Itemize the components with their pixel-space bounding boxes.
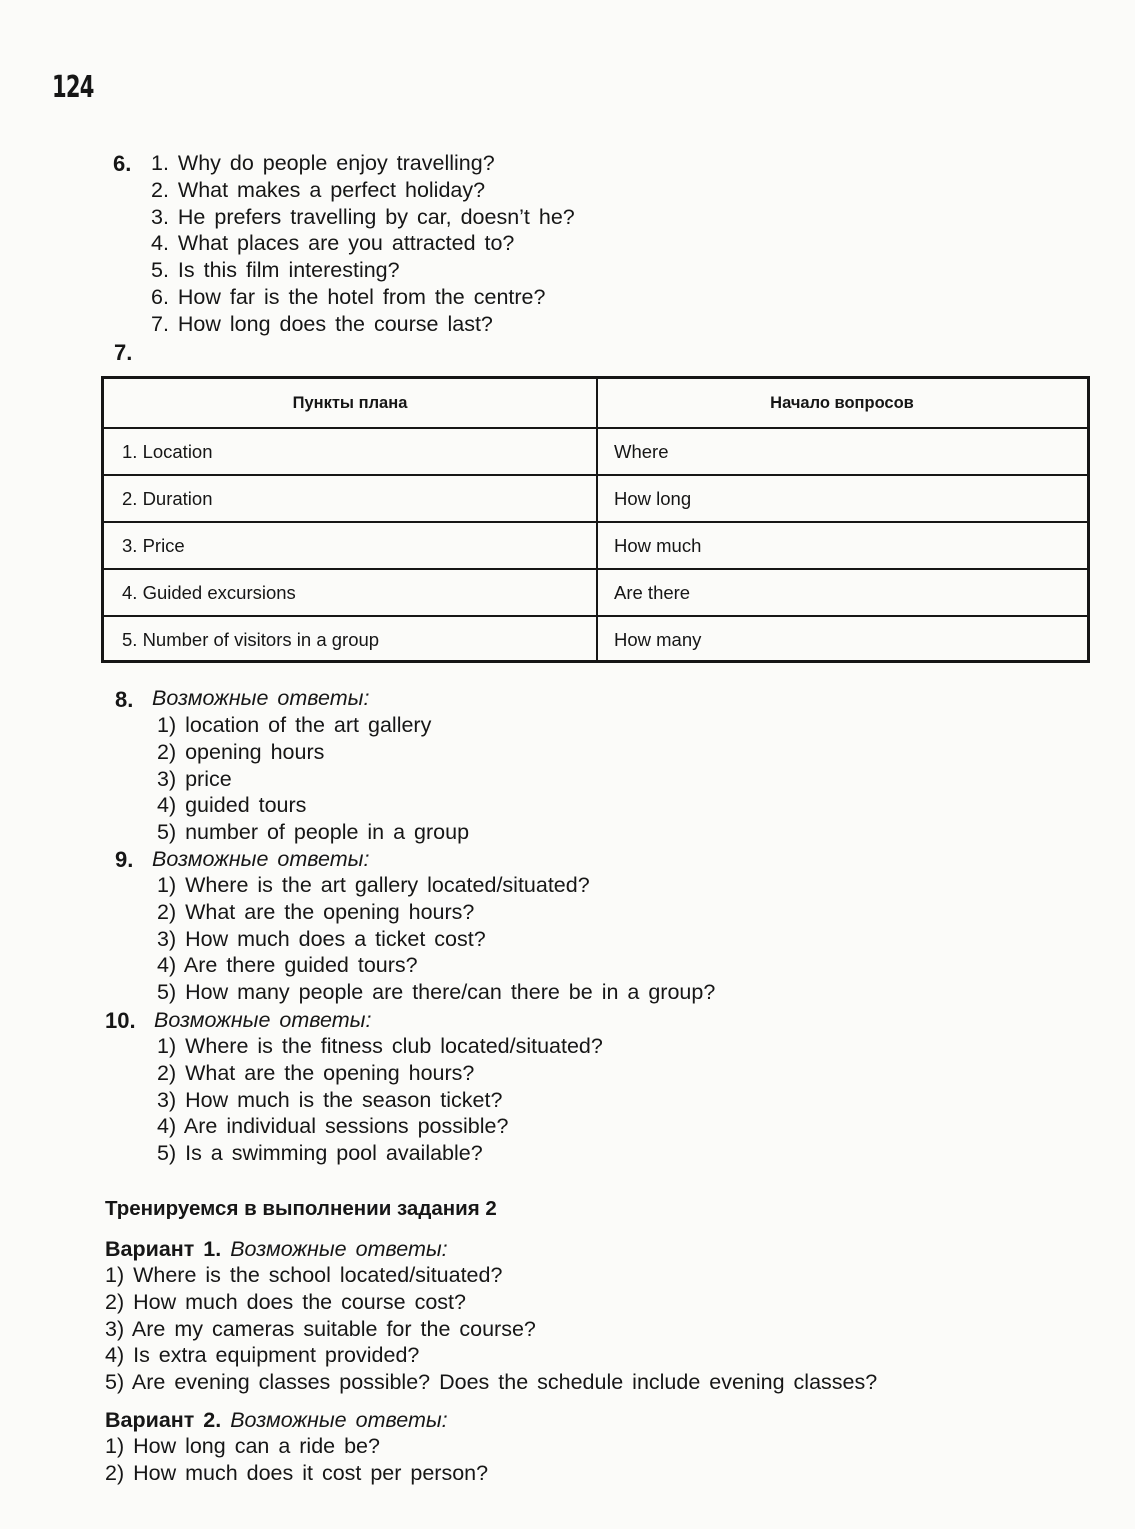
exercise-7-number: 7. bbox=[114, 340, 133, 365]
list-item: 5. Is this film interesting? bbox=[151, 258, 400, 283]
list-item: 2) What are the opening hours? bbox=[157, 899, 475, 924]
variant-2-title: Вариант 2. bbox=[105, 1408, 222, 1432]
exercise-10-number: 10. bbox=[105, 1008, 136, 1033]
table-cell: How much bbox=[614, 534, 702, 556]
list-item: 2) How much does it cost per person? bbox=[105, 1460, 489, 1485]
list-item: 2) opening hours bbox=[157, 739, 325, 764]
table-cell: How many bbox=[614, 628, 702, 650]
list-item: 3. He prefers travelling by car, doesn’t he? bbox=[151, 204, 575, 229]
table-cell: How long bbox=[614, 487, 692, 509]
list-item: 4) Is extra equipment provided? bbox=[105, 1343, 420, 1368]
exercise-6-list bbox=[151, 150, 575, 338]
table-cell: Where bbox=[614, 440, 669, 462]
list-item: 2. What makes a perfect holiday? bbox=[151, 177, 486, 202]
variant-1-list bbox=[105, 1262, 877, 1396]
table-cell: 1. Location bbox=[122, 440, 213, 462]
list-item: 1) Where is the fitness club located/situated? bbox=[157, 1034, 603, 1058]
variant-1-heading bbox=[105, 1236, 448, 1263]
list-item: 1) location of the art gallery bbox=[157, 713, 432, 737]
table-row bbox=[104, 474, 1087, 521]
list-item: 5) Are evening classes possible? Does the schedule include evening classes? bbox=[105, 1370, 878, 1395]
list-item: 4) Are there guided tours? bbox=[157, 953, 418, 978]
table-row bbox=[104, 568, 1087, 615]
list-item: 7. How long does the course last? bbox=[151, 311, 493, 336]
list-item: 5) Is a swimming pool available? bbox=[157, 1141, 483, 1166]
list-item: 2) What are the opening hours? bbox=[157, 1060, 475, 1085]
table-header-row bbox=[104, 379, 1087, 427]
exercise-8-list bbox=[157, 712, 469, 846]
list-item: 3) Are my cameras suitable for the course? bbox=[105, 1316, 536, 1341]
table-cell: 2. Duration bbox=[122, 487, 213, 509]
list-item: 2) How much does the course cost? bbox=[105, 1289, 466, 1314]
exercise-8-number: 8. bbox=[115, 687, 134, 712]
variant-1-label: Возможные ответы: bbox=[230, 1237, 448, 1261]
table-row bbox=[104, 615, 1087, 662]
table-row bbox=[104, 427, 1087, 474]
exercise-8-label: Возможные ответы: bbox=[152, 686, 370, 710]
list-item: 3) price bbox=[157, 766, 232, 791]
exercise-9-number: 9. bbox=[115, 847, 134, 872]
table-header-plan: Пункты плана bbox=[292, 393, 408, 412]
list-item: 3) How much is the season ticket? bbox=[157, 1087, 503, 1112]
list-item: 1) Where is the school located/situated? bbox=[105, 1263, 503, 1287]
table-cell: 3. Price bbox=[122, 534, 185, 556]
list-item: 4. What places are you attracted to? bbox=[151, 231, 515, 256]
list-item: 3) How much does a ticket cost? bbox=[157, 926, 486, 951]
list-item: 5) number of people in a group bbox=[157, 820, 470, 845]
list-item: 1) How long can a ride be? bbox=[105, 1434, 380, 1458]
table-cell: 5. Number of visitors in a group bbox=[122, 628, 380, 650]
list-item: 1. Why do people enjoy travelling? bbox=[151, 151, 495, 175]
table-cell: 4. Guided excursions bbox=[122, 581, 296, 603]
plan-table bbox=[101, 376, 1090, 663]
exercise-10-label: Возможные ответы: bbox=[154, 1008, 372, 1032]
variant-2-label: Возможные ответы: bbox=[230, 1408, 448, 1432]
page-number: 124 bbox=[52, 70, 94, 105]
exercise-6-number: 6. bbox=[113, 151, 132, 176]
variant-1-title: Вариант 1. bbox=[105, 1237, 222, 1261]
list-item: 4) Are individual sessions possible? bbox=[157, 1114, 509, 1139]
table-cell: Are there bbox=[614, 581, 691, 603]
exercise-9-list bbox=[157, 872, 715, 1006]
variant-2-list bbox=[105, 1433, 488, 1487]
list-item: 4) guided tours bbox=[157, 793, 307, 818]
table-header-questions: Начало вопросов bbox=[770, 393, 914, 412]
variant-2-heading bbox=[105, 1407, 448, 1434]
list-item: 6. How far is the hotel from the centre? bbox=[151, 284, 546, 309]
table-row bbox=[104, 521, 1087, 568]
list-item: 5) How many people are there/can there be in a group? bbox=[157, 980, 716, 1005]
training-heading: Тренируемся в выполнении задания 2 bbox=[105, 1197, 497, 1220]
exercise-9-label: Возможные ответы: bbox=[152, 847, 370, 871]
list-item: 1) Where is the art gallery located/situated? bbox=[157, 873, 590, 897]
exercise-10-list bbox=[157, 1033, 603, 1167]
